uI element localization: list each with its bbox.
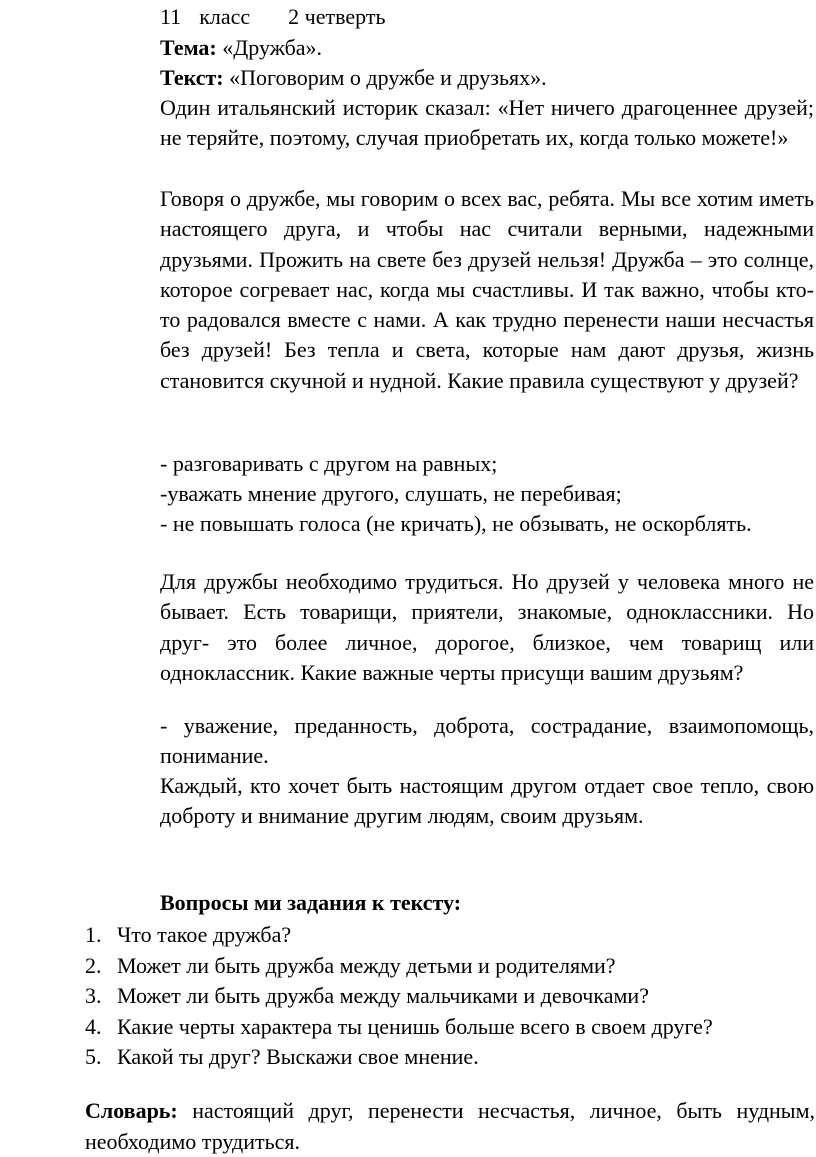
grade-quarter-line: [160, 2, 814, 32]
text-title-value: «Поговорим о дружбе и друзьях».: [229, 65, 547, 90]
paragraph-work-for-friendship: Для дружбы необходимо трудиться. Но друзей у человека много не бывает. Есть товарищи, приятели, знакомые, одноклассники. Но друг- это более личное, дорогое, близкое, чем товарищ или одноклассник. Какие важные черты присущи вашим друзьям?: [160, 569, 814, 685]
question-text: Может ли быть дружба между мальчиками и девочками?: [117, 983, 649, 1008]
question-text: Может ли быть дружба между детьми и родителями?: [117, 952, 616, 978]
rule-item: - не повышать голоса (не кричать), не обзывать, не оскорблять.: [160, 511, 752, 536]
question-item: [85, 1042, 815, 1073]
question-item: [85, 981, 815, 1012]
paragraph-true-friend: Каждый, кто хочет быть настоящим другом отдает свое тепло, свою доброту и внимание другим людям, своим друзьям.: [160, 773, 814, 829]
rule-item: -уважать мнение другого, слушать, не перебивая;: [160, 481, 622, 506]
text-title-label: Текст:: [160, 65, 224, 90]
paragraph-quote: Один итальянский историк сказал: «Нет ничего драгоценнее друзей; не теряйте, поэтому, случая приобретать их, когда только можете!»: [160, 95, 814, 151]
question-number: 1.: [85, 922, 102, 947]
grade-word: класс: [199, 4, 251, 29]
dictionary-label: Словарь:: [85, 1098, 178, 1123]
paragraph-about-friendship: Говоря о дружбе, мы говорим о всех вас, ребята. Мы все хотим иметь настоящего друга, и чтобы нас считали верными, надежными друзьями. Прожить на свете без друзей нельзя! Дружба – это солнце, которое согревает нас, когда мы счастливы. И так важно, чтобы кто-то радовался вместе с нами. А как трудно перенести наши несчастья без друзей! Без тепла и света, которые нам дают друзья, жизнь становится скучной и нудной. Какие правила существуют у друзей?: [160, 186, 814, 393]
topic-value: «Дружба».: [222, 35, 323, 60]
topic-line: [160, 33, 814, 63]
rule-item: - разговаривать с другом на равных;: [160, 451, 498, 476]
question-number: 5.: [85, 1044, 102, 1069]
questions-heading: Вопросы ми задания к тексту:: [160, 890, 462, 915]
question-text: Какой ты друг? Выскажи свое мнение.: [117, 1044, 479, 1069]
dictionary-words: настоящий друг, перенести несчастья, личное, быть нудным, необходимо трудиться.: [85, 1098, 816, 1154]
question-text: Какие черты характера ты ценишь больше всего в своем друге?: [117, 1013, 713, 1039]
traits-list: - уважение, преданность, доброта, сострадание, взаимопомощь, понимание.: [160, 713, 814, 769]
dictionary-section: [85, 1095, 815, 1157]
question-number: 4.: [85, 1013, 102, 1039]
topic-label: Тема:: [160, 35, 217, 60]
question-number: 2.: [85, 952, 102, 978]
question-number: 3.: [85, 983, 102, 1008]
question-item: [85, 1012, 815, 1043]
quarter-label: 2 четверть: [288, 4, 386, 29]
question-item: [85, 920, 815, 951]
question-item: [85, 951, 815, 982]
text-title-line: [160, 63, 814, 93]
questions-list: [85, 920, 815, 1073]
grade-number: 11: [160, 4, 182, 29]
question-text: Что такое дружба?: [117, 922, 292, 947]
